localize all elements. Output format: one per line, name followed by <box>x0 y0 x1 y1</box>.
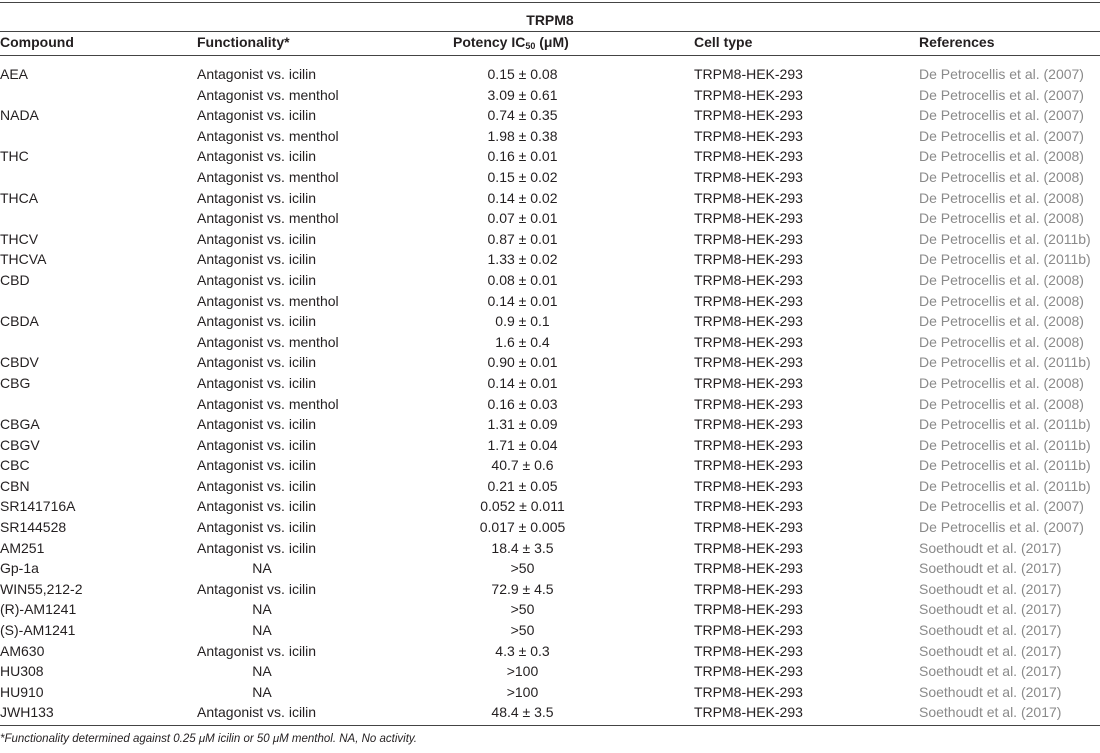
cell-compound: AM251 <box>0 539 45 556</box>
table-row <box>0 496 1100 517</box>
table-footnote: *Functionality determined against 0.25 μM icilin or 50 μM menthol. NA, No activity. <box>0 733 417 745</box>
cell-cell-type: TRPM8-HEK-293 <box>694 66 803 82</box>
cell-potency: >50 <box>510 560 535 577</box>
cell-cell-type: TRPM8-HEK-293 <box>694 560 803 577</box>
cell-potency: 48.4 ± 3.5 <box>491 704 554 721</box>
table-row <box>0 188 1100 209</box>
cell-compound: (R)-AM1241 <box>0 601 77 618</box>
cell-functionality: Antagonist vs. icilin <box>197 539 317 556</box>
table-row <box>0 682 1100 703</box>
cell-functionality: Antagonist vs. menthol <box>197 292 339 309</box>
cell-cell-type: TRPM8-HEK-293 <box>694 354 803 371</box>
cell-compound: CBD <box>0 271 30 288</box>
cell-potency: >100 <box>506 683 539 700</box>
table-row <box>0 435 1100 456</box>
table-row <box>0 558 1100 579</box>
cell-compound: NADA <box>0 107 39 124</box>
cell-reference: De Petrocellis et al. (2007) <box>919 519 1084 536</box>
cell-potency: 1.31 ± 0.09 <box>487 416 558 433</box>
table-body <box>0 64 1100 723</box>
cell-compound: CBC <box>0 457 30 474</box>
cell-cell-type: TRPM8-HEK-293 <box>694 395 803 412</box>
cell-functionality: Antagonist vs. icilin <box>197 374 317 391</box>
table-row <box>0 373 1100 394</box>
cell-reference: Soethoudt et al. (2017) <box>919 560 1062 577</box>
table-row <box>0 476 1100 497</box>
cell-functionality: NA <box>252 663 272 680</box>
cell-potency: 0.08 ± 0.01 <box>487 271 558 288</box>
table-row <box>0 352 1100 373</box>
header-rule <box>0 55 1100 56</box>
cell-compound: AEA <box>0 66 29 82</box>
bottom-rule <box>0 725 1100 726</box>
cell-functionality: Antagonist vs. icilin <box>197 580 317 597</box>
cell-reference: De Petrocellis et al. (2008) <box>919 333 1084 350</box>
cell-functionality: Antagonist vs. menthol <box>197 210 339 227</box>
cell-cell-type: TRPM8-HEK-293 <box>694 539 803 556</box>
cell-functionality: Antagonist vs. menthol <box>197 127 339 144</box>
cell-functionality: Antagonist vs. icilin <box>197 107 317 124</box>
cell-reference: De Petrocellis et al. (2011b) <box>919 457 1091 474</box>
cell-reference: Soethoudt et al. (2017) <box>919 539 1062 556</box>
header-compound: Compound <box>0 34 74 50</box>
cell-cell-type: TRPM8-HEK-293 <box>694 704 803 721</box>
table-row <box>0 105 1100 126</box>
cell-reference: De Petrocellis et al. (2008) <box>919 148 1084 165</box>
cell-cell-type: TRPM8-HEK-293 <box>694 498 803 515</box>
cell-compound: CBDV <box>0 354 39 371</box>
cell-potency: 0.017 ± 0.005 <box>479 519 566 536</box>
table-row <box>0 620 1100 641</box>
cell-compound: JWH133 <box>0 704 54 721</box>
cell-functionality: Antagonist vs. icilin <box>197 251 317 268</box>
cell-cell-type: TRPM8-HEK-293 <box>694 107 803 124</box>
cell-potency: 0.07 ± 0.01 <box>487 210 558 227</box>
cell-cell-type: TRPM8-HEK-293 <box>694 148 803 165</box>
table-row <box>0 394 1100 415</box>
cell-cell-type: TRPM8-HEK-293 <box>694 230 803 247</box>
cell-reference: De Petrocellis et al. (2011b) <box>919 251 1091 268</box>
cell-functionality: Antagonist vs. icilin <box>197 271 317 288</box>
table-row <box>0 291 1100 312</box>
cell-potency: 0.15 ± 0.08 <box>487 66 558 82</box>
cell-compound: CBG <box>0 374 31 391</box>
header-potency-suffix: (μM) <box>535 34 569 50</box>
cell-cell-type: TRPM8-HEK-293 <box>694 477 803 494</box>
cell-potency: 0.21 ± 0.05 <box>487 477 558 494</box>
group-title: TRPM8 <box>526 12 574 28</box>
cell-cell-type: TRPM8-HEK-293 <box>694 210 803 227</box>
cell-potency: 0.052 ± 0.011 <box>480 498 565 515</box>
cell-potency: >50 <box>510 622 535 639</box>
cell-cell-type: TRPM8-HEK-293 <box>694 663 803 680</box>
cell-compound: CBN <box>0 477 30 494</box>
cell-compound: THC <box>0 148 29 165</box>
cell-functionality: NA <box>252 683 272 700</box>
table-row <box>0 270 1100 291</box>
cell-reference: De Petrocellis et al. (2011b) <box>919 436 1091 453</box>
cell-functionality: Antagonist vs. menthol <box>197 86 339 103</box>
cell-compound: SR144528 <box>0 519 67 536</box>
header-potency-prefix: Potency IC <box>453 34 526 50</box>
header-potency-sub: 50 <box>525 41 536 51</box>
cell-functionality: NA <box>252 622 272 639</box>
cell-functionality: Antagonist vs. icilin <box>197 704 317 721</box>
cell-potency: 0.87 ± 0.01 <box>487 230 558 247</box>
cell-potency: 0.14 ± 0.02 <box>487 189 558 206</box>
cell-reference: Soethoudt et al. (2017) <box>919 683 1062 700</box>
cell-compound: THCA <box>0 189 39 206</box>
cell-reference: Soethoudt et al. (2017) <box>919 642 1062 659</box>
cell-cell-type: TRPM8-HEK-293 <box>694 168 803 185</box>
cell-reference: De Petrocellis et al. (2008) <box>919 271 1084 288</box>
cell-cell-type: TRPM8-HEK-293 <box>694 292 803 309</box>
cell-reference: De Petrocellis et al. (2007) <box>919 127 1084 144</box>
cell-potency: 1.6 ± 0.4 <box>495 333 550 350</box>
cell-compound: HU910 <box>0 683 44 700</box>
table-row <box>0 126 1100 147</box>
cell-reference: De Petrocellis et al. (2011b) <box>919 416 1091 433</box>
cell-compound: HU308 <box>0 663 44 680</box>
cell-reference: De Petrocellis et al. (2008) <box>919 168 1084 185</box>
cell-potency: 0.14 ± 0.01 <box>487 374 558 391</box>
table-row <box>0 538 1100 559</box>
table-row <box>0 146 1100 167</box>
table-row <box>0 332 1100 353</box>
table-header-row <box>0 33 1100 54</box>
cell-potency: 0.15 ± 0.02 <box>487 168 558 185</box>
cell-cell-type: TRPM8-HEK-293 <box>694 457 803 474</box>
cell-cell-type: TRPM8-HEK-293 <box>694 601 803 618</box>
cell-reference: De Petrocellis et al. (2007) <box>919 66 1084 82</box>
cell-cell-type: TRPM8-HEK-293 <box>694 374 803 391</box>
title-rule <box>0 31 1100 32</box>
cell-potency: 4.3 ± 0.3 <box>495 642 550 659</box>
cell-potency: 0.9 ± 0.1 <box>495 313 550 330</box>
cell-functionality: Antagonist vs. icilin <box>197 457 317 474</box>
cell-potency: 1.98 ± 0.38 <box>487 127 558 144</box>
cell-reference: Soethoudt et al. (2017) <box>919 580 1062 597</box>
cell-cell-type: TRPM8-HEK-293 <box>694 86 803 103</box>
cell-functionality: Antagonist vs. icilin <box>197 519 317 536</box>
cell-potency: 40.7 ± 0.6 <box>491 457 554 474</box>
cell-functionality: Antagonist vs. icilin <box>197 642 317 659</box>
cell-cell-type: TRPM8-HEK-293 <box>694 189 803 206</box>
cell-potency: 3.09 ± 0.61 <box>487 86 558 103</box>
table-row <box>0 661 1100 682</box>
cell-functionality: NA <box>252 601 272 618</box>
header-potency <box>453 33 569 51</box>
cell-reference: De Petrocellis et al. (2008) <box>919 395 1084 412</box>
cell-compound: THCV <box>0 230 39 247</box>
cell-functionality: Antagonist vs. icilin <box>197 477 317 494</box>
cell-functionality: Antagonist vs. icilin <box>197 416 317 433</box>
table-row <box>0 208 1100 229</box>
cell-functionality: Antagonist vs. menthol <box>197 168 339 185</box>
table-row <box>0 311 1100 332</box>
cell-functionality: Antagonist vs. icilin <box>197 354 317 371</box>
table-row <box>0 64 1100 85</box>
cell-cell-type: TRPM8-HEK-293 <box>694 683 803 700</box>
cell-compound: Gp-1a <box>0 560 39 577</box>
cell-functionality: Antagonist vs. icilin <box>197 498 317 515</box>
cell-reference: Soethoudt et al. (2017) <box>919 622 1062 639</box>
cell-potency: 0.16 ± 0.01 <box>487 148 558 165</box>
table-row <box>0 249 1100 270</box>
cell-reference: De Petrocellis et al. (2008) <box>919 313 1084 330</box>
top-rule <box>0 2 1100 3</box>
cell-functionality: Antagonist vs. icilin <box>197 230 317 247</box>
cell-cell-type: TRPM8-HEK-293 <box>694 313 803 330</box>
cell-reference: De Petrocellis et al. (2007) <box>919 498 1084 515</box>
cell-cell-type: TRPM8-HEK-293 <box>694 271 803 288</box>
cell-reference: De Petrocellis et al. (2011b) <box>919 230 1091 247</box>
header-functionality: Functionality* <box>197 34 290 50</box>
table-row <box>0 455 1100 476</box>
cell-reference: Soethoudt et al. (2017) <box>919 663 1062 680</box>
cell-reference: Soethoudt et al. (2017) <box>919 601 1062 618</box>
cell-compound: WIN55,212-2 <box>0 580 83 597</box>
cell-compound: AM630 <box>0 642 45 659</box>
cell-potency: 1.33 ± 0.02 <box>487 251 558 268</box>
cell-functionality: Antagonist vs. icilin <box>197 66 317 82</box>
cell-compound: CBDA <box>0 313 39 330</box>
table-row <box>0 85 1100 106</box>
cell-functionality: Antagonist vs. icilin <box>197 148 317 165</box>
cell-functionality: NA <box>252 560 272 577</box>
cell-reference: De Petrocellis et al. (2007) <box>919 107 1084 124</box>
cell-functionality: Antagonist vs. icilin <box>197 313 317 330</box>
cell-reference: Soethoudt et al. (2017) <box>919 704 1062 721</box>
cell-potency: 18.4 ± 3.5 <box>491 539 554 556</box>
cell-potency: 0.74 ± 0.35 <box>487 107 558 124</box>
cell-reference: De Petrocellis et al. (2008) <box>919 292 1084 309</box>
cell-cell-type: TRPM8-HEK-293 <box>694 580 803 597</box>
cell-compound: (S)-AM1241 <box>0 622 76 639</box>
table-row <box>0 579 1100 600</box>
cell-potency: >50 <box>510 601 535 618</box>
cell-functionality: Antagonist vs. menthol <box>197 333 339 350</box>
cell-potency: 0.90 ± 0.01 <box>487 354 558 371</box>
table-row <box>0 167 1100 188</box>
cell-reference: De Petrocellis et al. (2007) <box>919 86 1084 103</box>
cell-functionality: Antagonist vs. icilin <box>197 189 317 206</box>
cell-cell-type: TRPM8-HEK-293 <box>694 333 803 350</box>
cell-reference: De Petrocellis et al. (2011b) <box>919 354 1091 371</box>
cell-potency: >100 <box>506 663 539 680</box>
cell-compound: SR141716A <box>0 498 76 515</box>
cell-cell-type: TRPM8-HEK-293 <box>694 622 803 639</box>
cell-reference: De Petrocellis et al. (2008) <box>919 189 1084 206</box>
table-row <box>0 414 1100 435</box>
table-row <box>0 517 1100 538</box>
cell-functionality: Antagonist vs. icilin <box>197 436 317 453</box>
cell-cell-type: TRPM8-HEK-293 <box>694 436 803 453</box>
cell-compound: CBGV <box>0 436 40 453</box>
cell-potency: 72.9 ± 4.5 <box>491 580 554 597</box>
table-row <box>0 641 1100 662</box>
table-row <box>0 599 1100 620</box>
cell-functionality: Antagonist vs. menthol <box>197 395 339 412</box>
cell-compound: CBGA <box>0 416 40 433</box>
cell-potency: 0.16 ± 0.03 <box>487 395 558 412</box>
header-references: References <box>919 34 995 50</box>
cell-cell-type: TRPM8-HEK-293 <box>694 642 803 659</box>
cell-reference: De Petrocellis et al. (2008) <box>919 210 1084 227</box>
cell-reference: De Petrocellis et al. (2011b) <box>919 477 1091 494</box>
cell-cell-type: TRPM8-HEK-293 <box>694 519 803 536</box>
cell-reference: De Petrocellis et al. (2008) <box>919 374 1084 391</box>
cell-cell-type: TRPM8-HEK-293 <box>694 416 803 433</box>
cell-compound: THCVA <box>0 251 47 268</box>
cell-cell-type: TRPM8-HEK-293 <box>694 251 803 268</box>
cell-potency: 0.14 ± 0.01 <box>487 292 558 309</box>
cell-potency: 1.71 ± 0.04 <box>487 436 558 453</box>
table-row <box>0 702 1100 723</box>
table-row <box>0 229 1100 250</box>
header-cell-type: Cell type <box>694 34 753 50</box>
cell-cell-type: TRPM8-HEK-293 <box>694 127 803 144</box>
